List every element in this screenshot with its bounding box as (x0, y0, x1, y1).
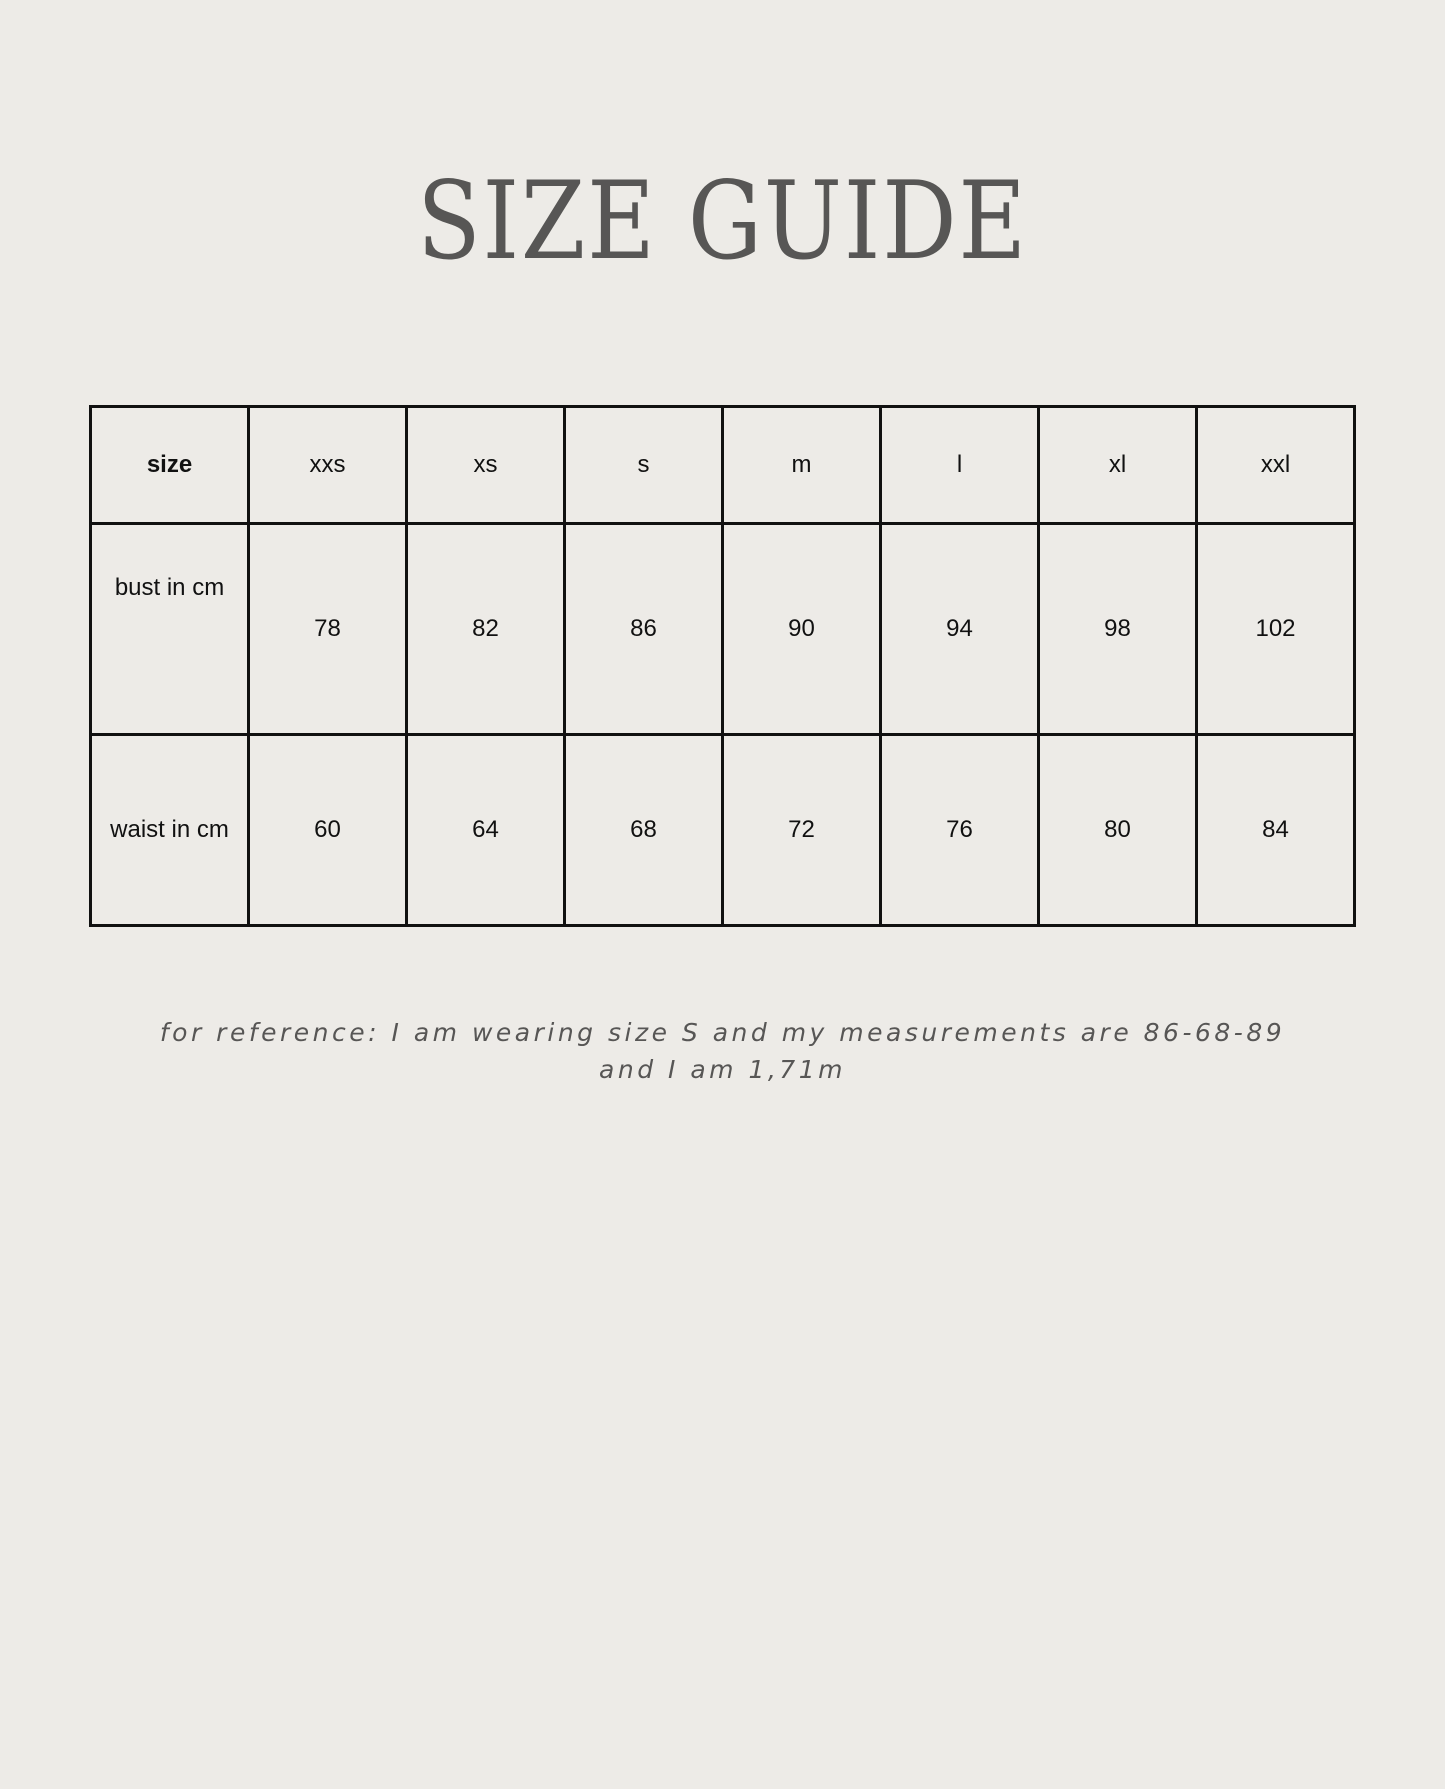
bust-m: 90 (723, 524, 881, 735)
table-row-waist (91, 735, 1355, 926)
waist-xxl: 84 (1197, 735, 1355, 926)
size-s: s (565, 407, 723, 524)
waist-s: 68 (565, 735, 723, 926)
row-label-bust: bust in cm (91, 524, 249, 735)
table-row-bust (91, 524, 1355, 735)
page-title: SIZE GUIDE (417, 159, 1028, 284)
bust-s: 86 (565, 524, 723, 735)
size-l: l (881, 407, 1039, 524)
waist-m: 72 (723, 735, 881, 926)
bust-l: 94 (881, 524, 1039, 735)
waist-xs: 64 (407, 735, 565, 926)
table-header-label: size (91, 407, 249, 524)
waist-xxs: 60 (249, 735, 407, 926)
table-row-size (91, 407, 1355, 524)
size-xs: xs (407, 407, 565, 524)
size-xxs: xxs (249, 407, 407, 524)
waist-xl: 80 (1039, 735, 1197, 926)
size-xxl: xxl (1197, 407, 1355, 524)
waist-l: 76 (881, 735, 1039, 926)
bust-xs: 82 (407, 524, 565, 735)
row-label-waist: waist in cm (91, 735, 249, 926)
size-table (89, 405, 1356, 927)
bust-xxl: 102 (1197, 524, 1355, 735)
size-m: m (723, 407, 881, 524)
size-xl: xl (1039, 407, 1197, 524)
bust-xl: 98 (1039, 524, 1197, 735)
bust-xxs: 78 (249, 524, 407, 735)
reference-note: for reference: I am wearing size S and my measurements are 86-68-89 and I am 1,71m (159, 1018, 1286, 1084)
